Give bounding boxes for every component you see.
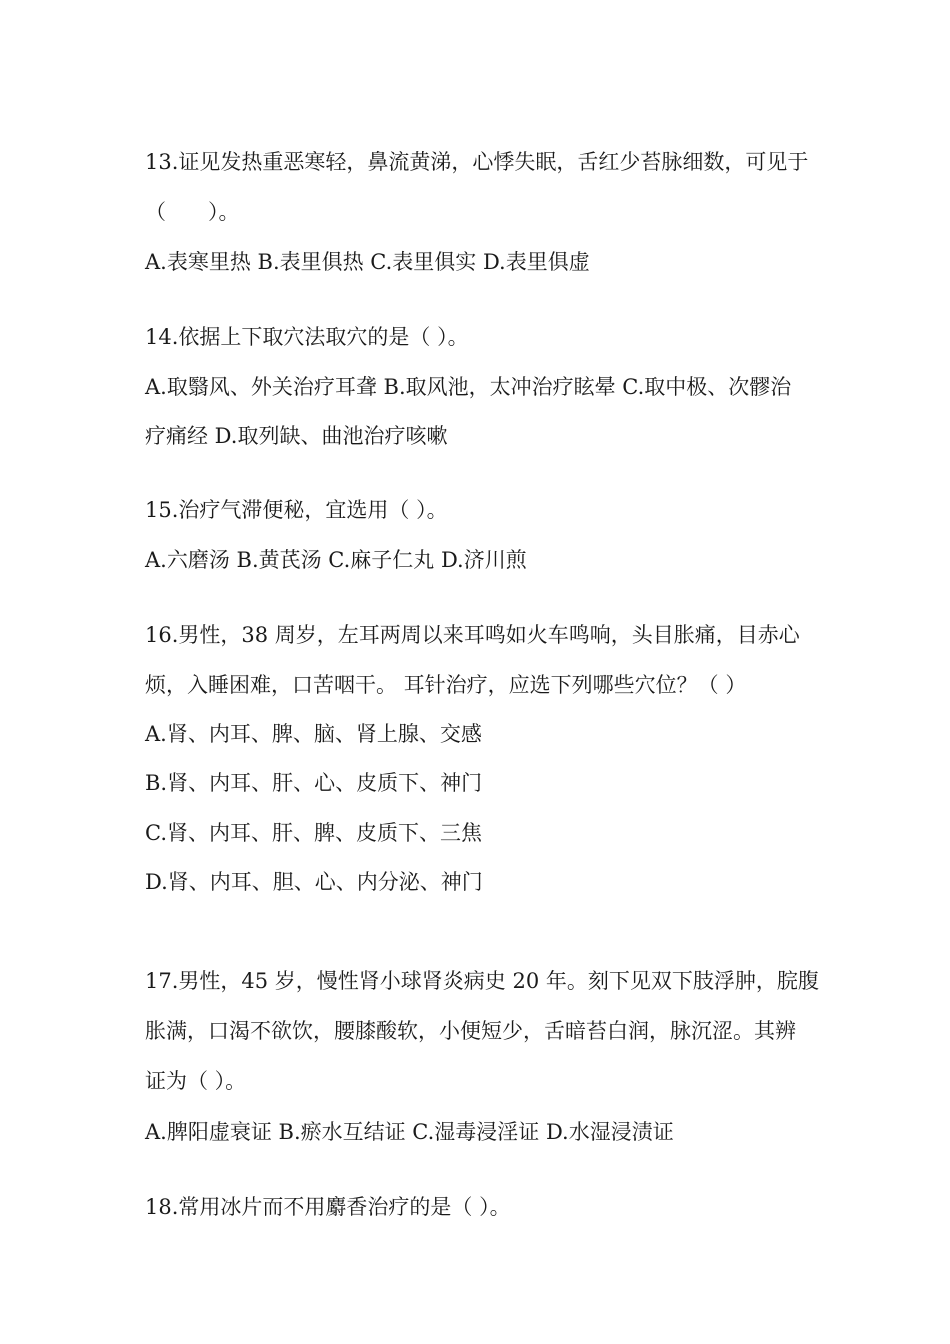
question-stem-line: 17.男性，45 岁，慢性肾小球肾炎病史 20 年。刻下见双下肢浮肿，脘腹 xyxy=(145,969,819,993)
option-b: B.肾、内耳、肝、心、皮质下、神门 xyxy=(145,771,483,795)
question-options: A.取翳风、外关治疗耳聋 B.取风池，太冲治疗眩晕 C.取中极、次髎治 xyxy=(145,375,792,399)
question-options: A.表寒里热 B.表里俱热 C.表里俱实 D.表里俱虚 xyxy=(145,250,590,274)
option-c: C.肾、内耳、肝、脾、皮质下、三焦 xyxy=(145,821,482,845)
option-a: A.肾、内耳、脾、脑、肾上腺、交感 xyxy=(145,722,482,746)
question-options: A.六磨汤 B.黄芪汤 C.麻子仁丸 D.济川煎 xyxy=(145,548,527,572)
question-stem-line: 胀满，口渴不欲饮，腰膝酸软，小便短少，舌暗苔白润，脉沉涩。其辨 xyxy=(145,1019,796,1043)
question-stem-line: 烦，入睡困难，口苦咽干。 耳针治疗，应选下列哪些穴位？（ ） xyxy=(145,673,747,697)
question-options: 疗痛经 D.取列缺、曲池治疗咳嗽 xyxy=(145,424,448,448)
question-stem-line: 14.依据上下取穴法取穴的是（ ）。 xyxy=(145,325,469,349)
question-stem-line: 15.治疗气滞便秘，宜选用（ ）。 xyxy=(145,498,448,522)
option-d: D.肾、内耳、胆、心、内分泌、神门 xyxy=(145,870,483,894)
question-options: A.脾阳虚衰证 B.瘀水互结证 C.湿毒浸淫证 D.水湿浸渍证 xyxy=(145,1120,674,1144)
question-stem-line: 证为（ ）。 xyxy=(145,1069,247,1093)
question-stem-line: 18.常用冰片而不用麝香治疗的是（ ）。 xyxy=(145,1195,511,1219)
question-stem-line: 16.男性，38 周岁，左耳两周以来耳鸣如火车鸣响，头目胀痛，目赤心 xyxy=(145,623,800,647)
question-stem-line: 13.证见发热重恶寒轻，鼻流黄涕，心悸失眠，舌红少苔脉细数，可见于 xyxy=(145,150,809,174)
question-stem-line: （ ）。 xyxy=(145,200,240,224)
